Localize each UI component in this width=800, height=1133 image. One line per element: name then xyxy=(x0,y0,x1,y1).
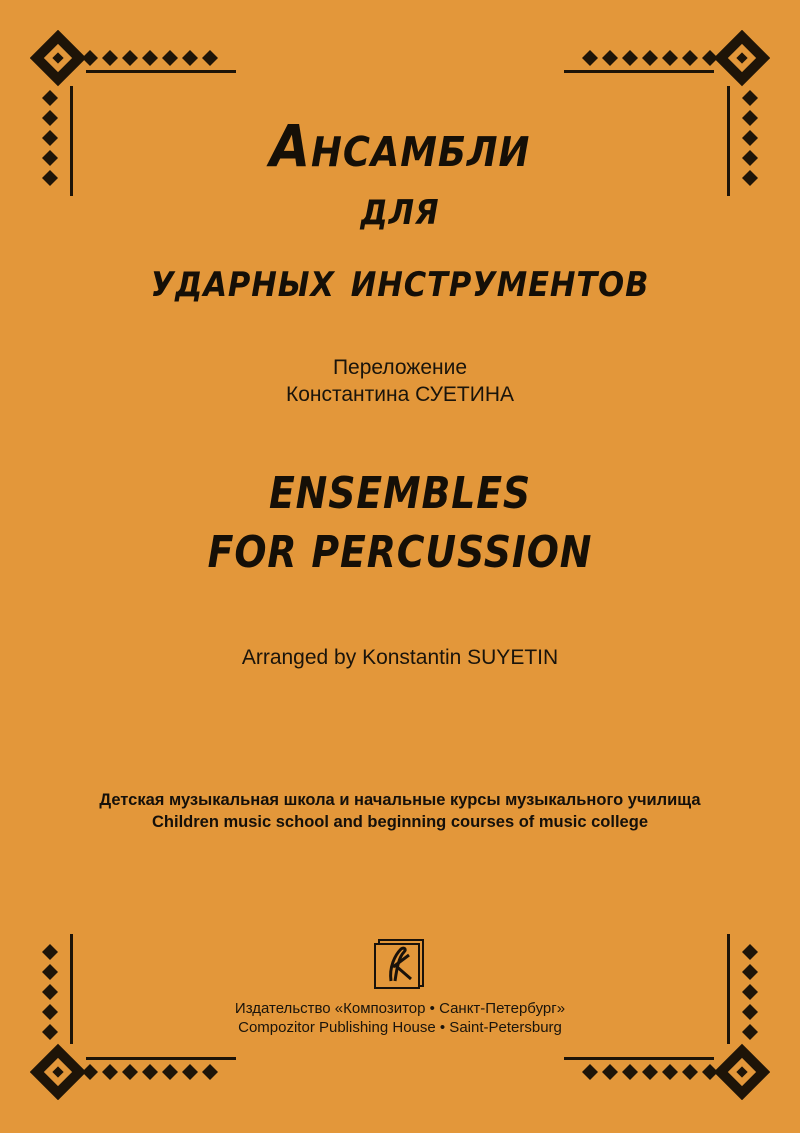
level-ru: Детская музыкальная школа и начальные курсы музыкального училища xyxy=(99,791,701,809)
arrangement-ru-line-1: Переложение xyxy=(332,356,468,379)
title-line-1: Ансамбли xyxy=(269,112,531,180)
publisher-ru: Издательство «Композитор • Санкт-Петербург» xyxy=(234,1000,566,1017)
arrangement-ru-line-2: Константина СУЕТИНА xyxy=(285,383,515,406)
title-line-2: для xyxy=(360,180,440,236)
publisher-en: Compozitor Publishing House • Saint-Petersburg xyxy=(238,1019,562,1036)
title-en-line-1: ENSEMBLES xyxy=(268,468,532,519)
publisher-logo-icon xyxy=(371,937,429,991)
arranged-by-en: Arranged by Konstantin SUYETIN xyxy=(241,646,559,669)
level-en: Children music school and beginning courses of music college xyxy=(151,813,648,831)
title-en-line-2: FOR PERCUSSION xyxy=(207,527,593,578)
title-line-3: ударных инструментов xyxy=(150,252,650,308)
